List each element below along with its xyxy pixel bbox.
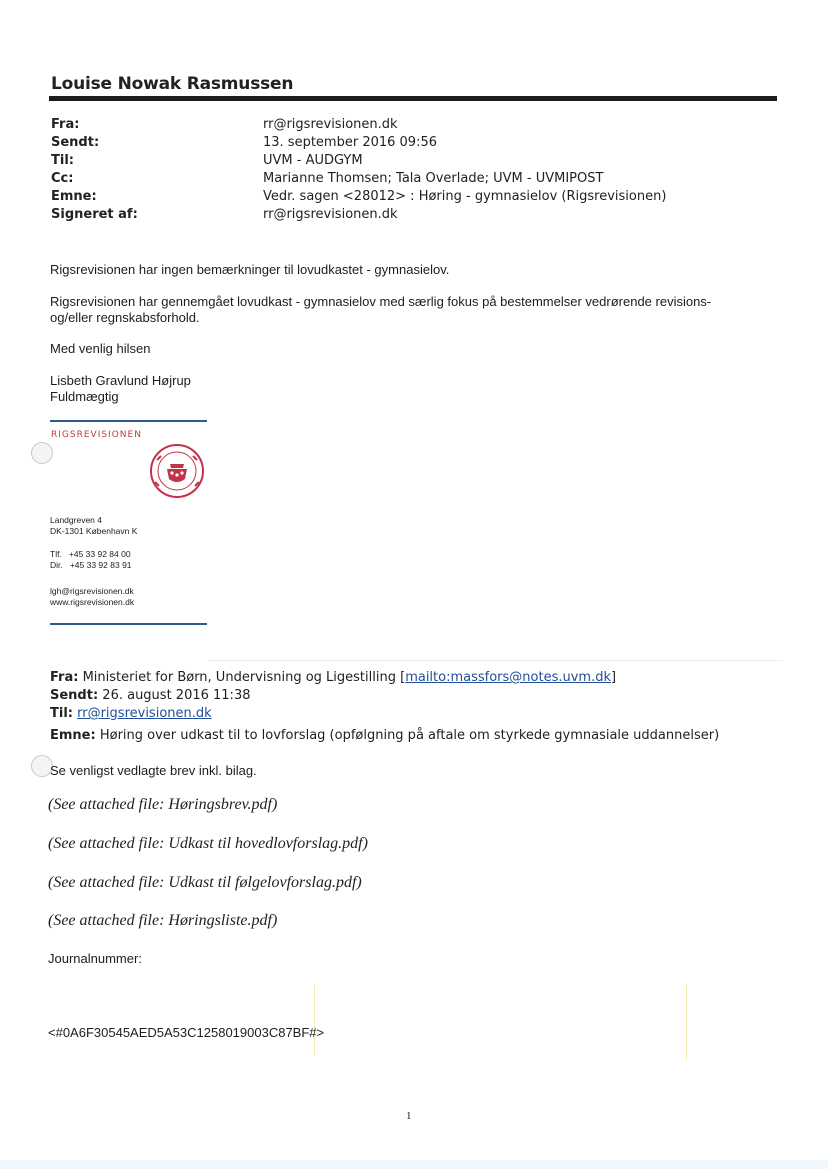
body-paragraph-2-line-2: og/eller regnskabsforhold. bbox=[50, 310, 200, 325]
subject-label: Emne: bbox=[51, 189, 97, 204]
forwarded-from-label: Fra: bbox=[50, 670, 79, 685]
signed-label: Signeret af: bbox=[51, 207, 138, 222]
forwarded-from-mailto-link[interactable]: mailto:massfors@notes.uvm.dk bbox=[405, 670, 611, 685]
signature-web: www.rigsrevisionen.dk bbox=[50, 597, 135, 607]
body-paragraph-1: Rigsrevisionen har ingen bemærkninger til lovudkastet - gymnasielov. bbox=[50, 262, 450, 277]
scan-artifact-line bbox=[314, 985, 315, 1055]
forwarded-subject-value: Høring over udkast til to lovforslag (opfølgning på aftale om styrkede gymnasiale uddannelser) bbox=[99, 728, 720, 743]
folketinget-seal-icon bbox=[145, 442, 209, 500]
forwarded-sent-label: Sendt: bbox=[50, 688, 99, 703]
body-paragraph-2-line-1: Rigsrevisionen har gennemgået lovudkast - gymnasielov med særlig fokus på bestemmelser vedrørende revisions- bbox=[50, 294, 712, 309]
signature-bottom-rule bbox=[50, 623, 207, 625]
signature-top-rule bbox=[50, 420, 207, 422]
address-line-2: DK-1301 København K bbox=[50, 526, 138, 536]
forwarded-to-row bbox=[50, 706, 212, 721]
signer-name: Lisbeth Gravlund Højrup bbox=[50, 373, 191, 388]
cc-value: Marianne Thomsen; Tala Overlade; UVM - UVMIPOST bbox=[263, 171, 604, 186]
signature-email: lgh@rigsrevisionen.dk bbox=[50, 586, 134, 596]
journal-id: <#0A6F30545AED5A53C1258019003C87BF#> bbox=[48, 1025, 325, 1040]
attachment-link-3[interactable]: (See attached file: Udkast til følgelovforslag.pdf) bbox=[48, 874, 362, 891]
page-number: 1 bbox=[406, 1110, 412, 1122]
forwarded-sent-value: 26. august 2016 11:38 bbox=[102, 688, 251, 703]
attachment-link-1[interactable]: (See attached file: Høringsbrev.pdf) bbox=[48, 796, 278, 813]
owner-divider bbox=[49, 96, 777, 101]
forwarded-from-value: Ministeriet for Børn, Undervisning og Ligestilling bbox=[82, 670, 396, 685]
forwarded-to-label: Til: bbox=[50, 706, 73, 721]
greeting: Med venlig hilsen bbox=[50, 341, 151, 356]
sent-value: 13. september 2016 09:56 bbox=[263, 135, 437, 150]
forwarded-subject-label: Emne: bbox=[50, 728, 96, 743]
forwarded-to-link[interactable]: rr@rigsrevisionen.dk bbox=[77, 706, 212, 721]
to-label: Til: bbox=[51, 153, 74, 168]
separator-line bbox=[208, 660, 783, 661]
forwarded-from-row: Fra: Ministeriet for Børn, Undervisning og Ligestilling [mailto:massfors@notes.uvm.dk] bbox=[50, 670, 617, 685]
signer-title: Fuldmægtig bbox=[50, 389, 119, 404]
address-line-1: Landgreven 4 bbox=[50, 515, 102, 525]
to-value: UVM - AUDGYM bbox=[263, 153, 363, 168]
from-value: rr@rigsrevisionen.dk bbox=[263, 117, 398, 132]
attachment-link-2[interactable]: (See attached file: Udkast til hovedlovforslag.pdf) bbox=[48, 835, 368, 852]
punch-hole-icon bbox=[31, 442, 53, 464]
attachment-link-4[interactable]: (See attached file: Høringsliste.pdf) bbox=[48, 912, 278, 929]
journal-label: Journalnummer: bbox=[48, 951, 142, 966]
scan-bottom-band bbox=[0, 1160, 828, 1169]
phone-dir: Dir. +45 33 92 83 91 bbox=[50, 560, 132, 570]
scan-artifact-line bbox=[686, 985, 687, 1060]
forwarded-subject-row bbox=[50, 728, 719, 743]
from-label: Fra: bbox=[51, 117, 80, 132]
cc-label: Cc: bbox=[51, 171, 74, 186]
sent-label: Sendt: bbox=[51, 135, 100, 150]
forwarded-sent-row bbox=[50, 688, 250, 703]
rigsrevisionen-logo: RIGSREVISIONEN bbox=[51, 430, 142, 440]
signed-value: rr@rigsrevisionen.dk bbox=[263, 207, 398, 222]
phone-tlf: Tlf. +45 33 92 84 00 bbox=[50, 549, 131, 559]
document-owner-name: Louise Nowak Rasmussen bbox=[51, 74, 294, 94]
subject-value: Vedr. sagen <28012> : Høring - gymnasielov (Rigsrevisionen) bbox=[263, 189, 667, 204]
forwarded-body: Se venligst vedlagte brev inkl. bilag. bbox=[50, 763, 257, 778]
